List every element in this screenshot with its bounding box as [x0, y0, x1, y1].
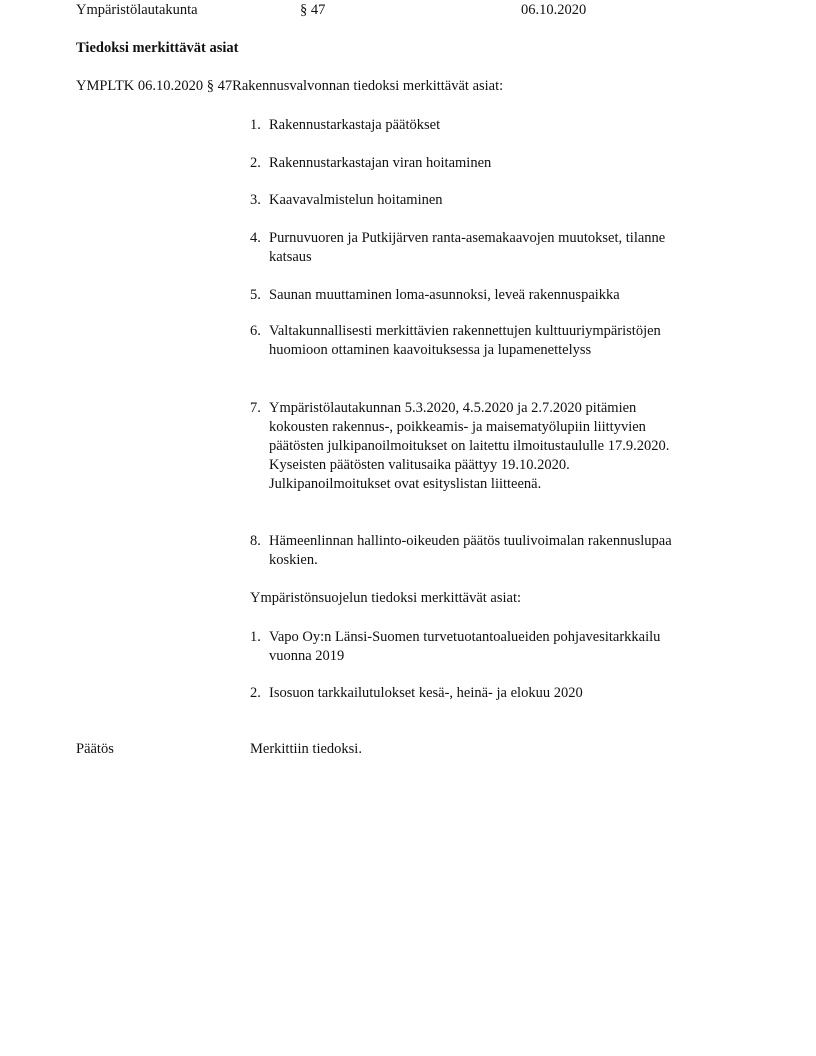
item-number: 8. — [250, 533, 261, 549]
item-number: 3. — [250, 192, 261, 208]
item-text: Rakennustarkastaja päätökset — [269, 117, 441, 133]
item-text: Vapo Oy:n Länsi-Suomen turvetuotantoalueiden pohjavesitarkkailu vuonna 2019 — [269, 629, 661, 664]
item-text: Purnuvuoren ja Putkijärven ranta-asemakaavojen muutokset, tilanne katsaus — [269, 230, 666, 265]
page-title: Tiedoksi merkittävät asiat — [76, 40, 239, 56]
env-intro: Ympäristönsuojelun tiedoksi merkittävät asiat: — [250, 590, 522, 606]
decision-text: Merkittiin tiedoksi. — [250, 741, 362, 757]
header-section: § 47 — [300, 2, 326, 18]
reference: YMPLTK 06.10.2020 § 47 — [76, 78, 233, 94]
item-text: Rakennustarkastajan viran hoitaminen — [269, 155, 492, 171]
item-number: 7. — [250, 400, 261, 416]
decision-label: Päätös — [76, 741, 114, 757]
item-text: Saunan muuttaminen loma-asunnoksi, leveä rakennuspaikka — [269, 287, 620, 303]
item-number: 2. — [250, 155, 261, 171]
item-number: 1. — [250, 117, 261, 133]
item-number: 6. — [250, 323, 261, 339]
item-text: Ympäristölautakunnan 5.3.2020, 4.5.2020 ja 2.7.2020 pitämien kokousten rakennus-, poikkeamis- ja maisematyölupiin liittyvien päätösten julkipanoilmoitukset on laitettu ilmoitustaululle 17.9.2020. Kyseisten päätösten valitusaika päättyy 19.10.2020. Julkipanoilmoitukset ovat esityslistan liitteenä. — [269, 400, 670, 492]
reference-line — [76, 78, 503, 95]
item-number: 5. — [250, 287, 261, 303]
building-intro: Rakennusvalvonnan tiedoksi merkittävät asiat: — [232, 78, 504, 94]
item-number: 2. — [250, 685, 261, 701]
header-board: Ympäristölautakunta — [76, 2, 198, 18]
item-text: Hämeenlinnan hallinto-oikeuden päätös tuulivoimalan rakennuslupaa koskien. — [269, 533, 672, 568]
item-text: Kaavavalmistelun hoitaminen — [269, 192, 443, 208]
item-number: 4. — [250, 230, 261, 246]
item-text: Valtakunnallisesti merkittävien rakennettujen kulttuuriympäristöjen huomioon ottaminen kaavoituksessa ja lupamenettelyss — [269, 323, 661, 358]
item-number: 1. — [250, 629, 261, 645]
item-text: Isosuon tarkkailutulokset kesä-, heinä- ja elokuu 2020 — [269, 685, 583, 701]
header-date: 06.10.2020 — [521, 2, 587, 18]
